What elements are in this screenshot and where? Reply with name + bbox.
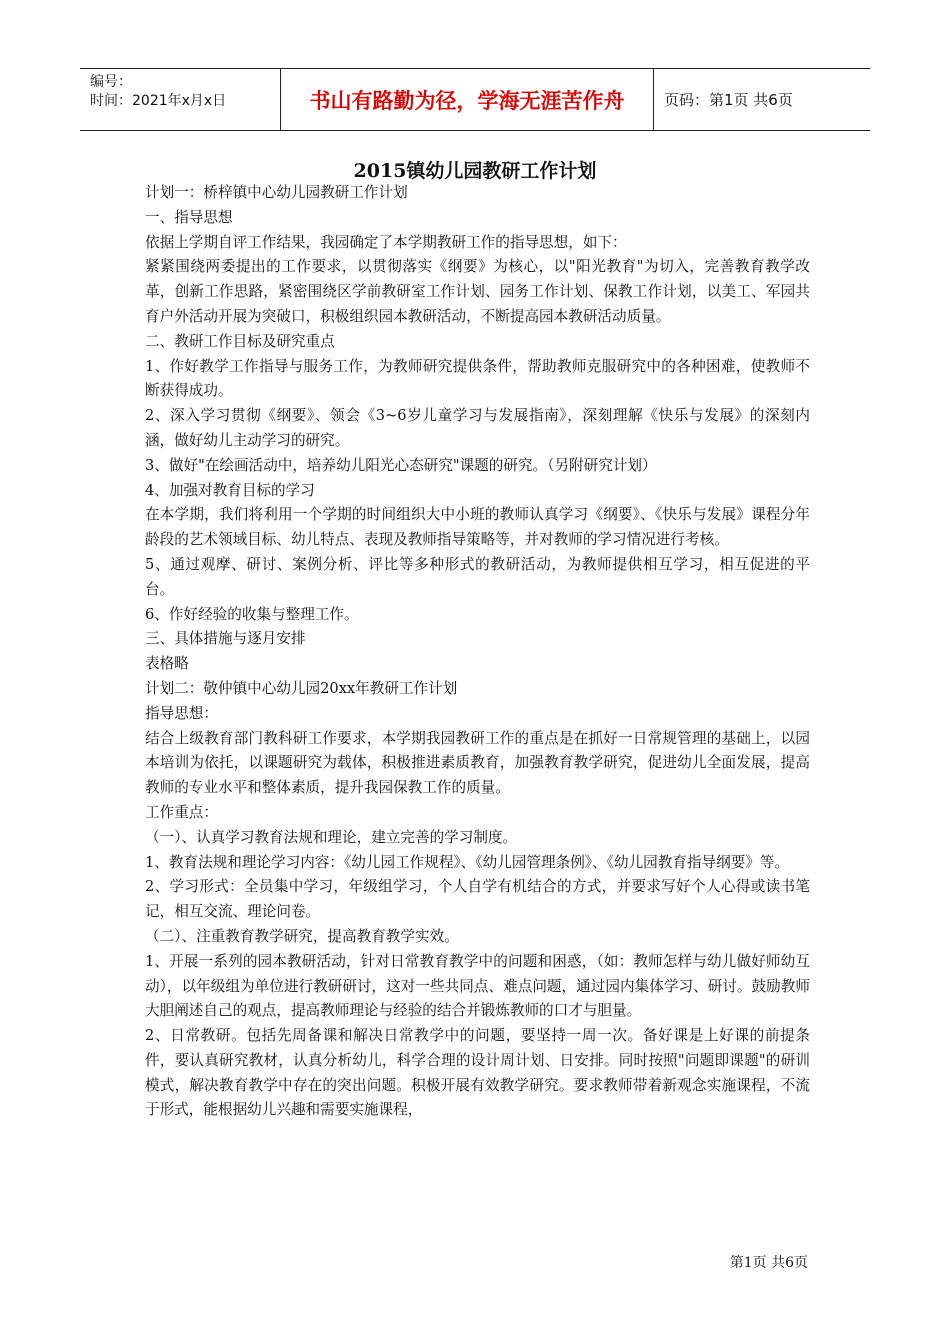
- paragraph: 表格略: [145, 655, 189, 673]
- paragraph: 5、通过观摩、研讨、案例分析、评比等多种形式的教研活动，为教师提供相互学习，相互促进的平台。: [145, 555, 810, 598]
- paragraph: 6、作好经验的收集与整理工作。: [145, 605, 359, 623]
- paragraph: 二、教研工作目标及研究重点: [145, 332, 335, 350]
- paragraph: 三、具体措施与逐月安排: [145, 630, 306, 648]
- time-label: 时间：2021年x月x日: [90, 93, 227, 109]
- paragraph: 计划二：敬仲镇中心幼儿园20xx年教研工作计划: [145, 679, 458, 697]
- paragraph: 一、指导思想: [145, 208, 233, 226]
- paragraph: 依据上学期自评工作结果，我园确定了本学期教研工作的指导思想，如下：: [145, 233, 627, 251]
- paragraph: 1、作好教学工作指导与服务工作，为教师研究提供条件，帮助教师克服研究中的各种困难，使教师不断获得成功。: [145, 357, 810, 400]
- paragraph: 2、学习形式：全员集中学习，年级组学习，个人自学有机结合的方式，并要求写好个人心得或读书笔记，相互交流、理论问卷。: [145, 878, 810, 921]
- paragraph: 1、教育法规和理论学习内容：《幼儿园工作规程》、《幼儿园管理条例》、《幼儿园教育指导纲要》等。: [145, 853, 790, 871]
- paragraph: 4、加强对教育目标的学习: [145, 481, 315, 499]
- paragraph: 在本学期，我们将利用一个学期的时间组织大中小班的教师认真学习《纲要》、《快乐与发展》课程分年龄段的艺术领域目标、幼儿特点、表现及教师指导策略等，并对教师的学习情况进行考核。: [145, 506, 810, 549]
- document-title: 2015镇幼儿园教研工作计划: [353, 160, 597, 182]
- paragraph: 1、开展一系列的园本教研活动，针对日常教育教学中的问题和困惑，（如：教师怎样与幼儿做好师幼互动），以年级组为单位进行教研研讨，这对一些共同点、难点问题，通过园内集体学习、研讨。鼓励教师大胆阐述自己的观点，提高教师理论与经验的结合并锻炼教师的口才与胆量。: [145, 952, 810, 1020]
- document-header: [80, 68, 870, 131]
- page-footer: 第1页 共6页: [729, 1255, 808, 1271]
- number-label: 编号：: [90, 74, 132, 90]
- header-motto: 书山有路勤为径，学海无涯苦作舟: [281, 69, 654, 130]
- header-page-info: 页码：第1页 共6页: [664, 91, 793, 109]
- paragraph: 结合上级教育部门教科研工作要求，本学期我园教研工作的重点是在抓好一日常规管理的基础上，以园本培训为依托，以课题研究为载体，积极推进素质教育，加强教育教学研究，促进幼儿全面发展，提高教师的专业水平和整体素质，提升我园保教工作的质量。: [145, 729, 810, 797]
- paragraph: 2、深入学习贯彻《纲要》、领会《3~6岁儿童学习与发展指南》，深刻理解《快乐与发展》的深刻内涵，做好幼儿主动学习的研究。: [145, 407, 810, 449]
- document-body: [145, 181, 810, 1123]
- paragraph: 计划一：桥梓镇中心幼儿园教研工作计划: [145, 184, 408, 201]
- paragraph: 工作重点：: [145, 803, 218, 821]
- paragraph: 2、日常教研。包括先周备课和解决日常教学中的问题，要坚持一周一次。备好课是上好课的前提条件，要认真研究教材，认真分析幼儿，科学合理的设计周计划、日安排。同时按照"问题即课题"的研训模式，解决教育教学中存在的突出问题。积极开展有效教学研究。要求教师带着新观念实施课程，不流于形式，能根据幼儿兴趣和需要实施课程，: [145, 1027, 810, 1119]
- paragraph: 紧紧围绕两委提出的工作要求，以贯彻落实《纲要》为核心，以"阳光教育"为切入，完善教育教学改革，创新工作思路，紧密围绕区学前教研室工作计划、园务工作计划、保教工作计划，以美工、军园共育户外活动开展为突破口，积极组织园本教研活动，不断提高园本教研活动质量。: [145, 258, 810, 325]
- paragraph: （二）、注重教育教学研究，提高教育教学实效。: [145, 927, 459, 945]
- paragraph: 指导思想：: [145, 704, 218, 722]
- header-meta: [80, 69, 281, 130]
- paragraph: 3、做好"在绘画活动中，培养幼儿阳光心态研究"课题的研究。（另附研究计划）: [145, 456, 657, 474]
- paragraph: （一）、认真学习教育法规和理论，建立完善的学习制度。: [145, 828, 518, 846]
